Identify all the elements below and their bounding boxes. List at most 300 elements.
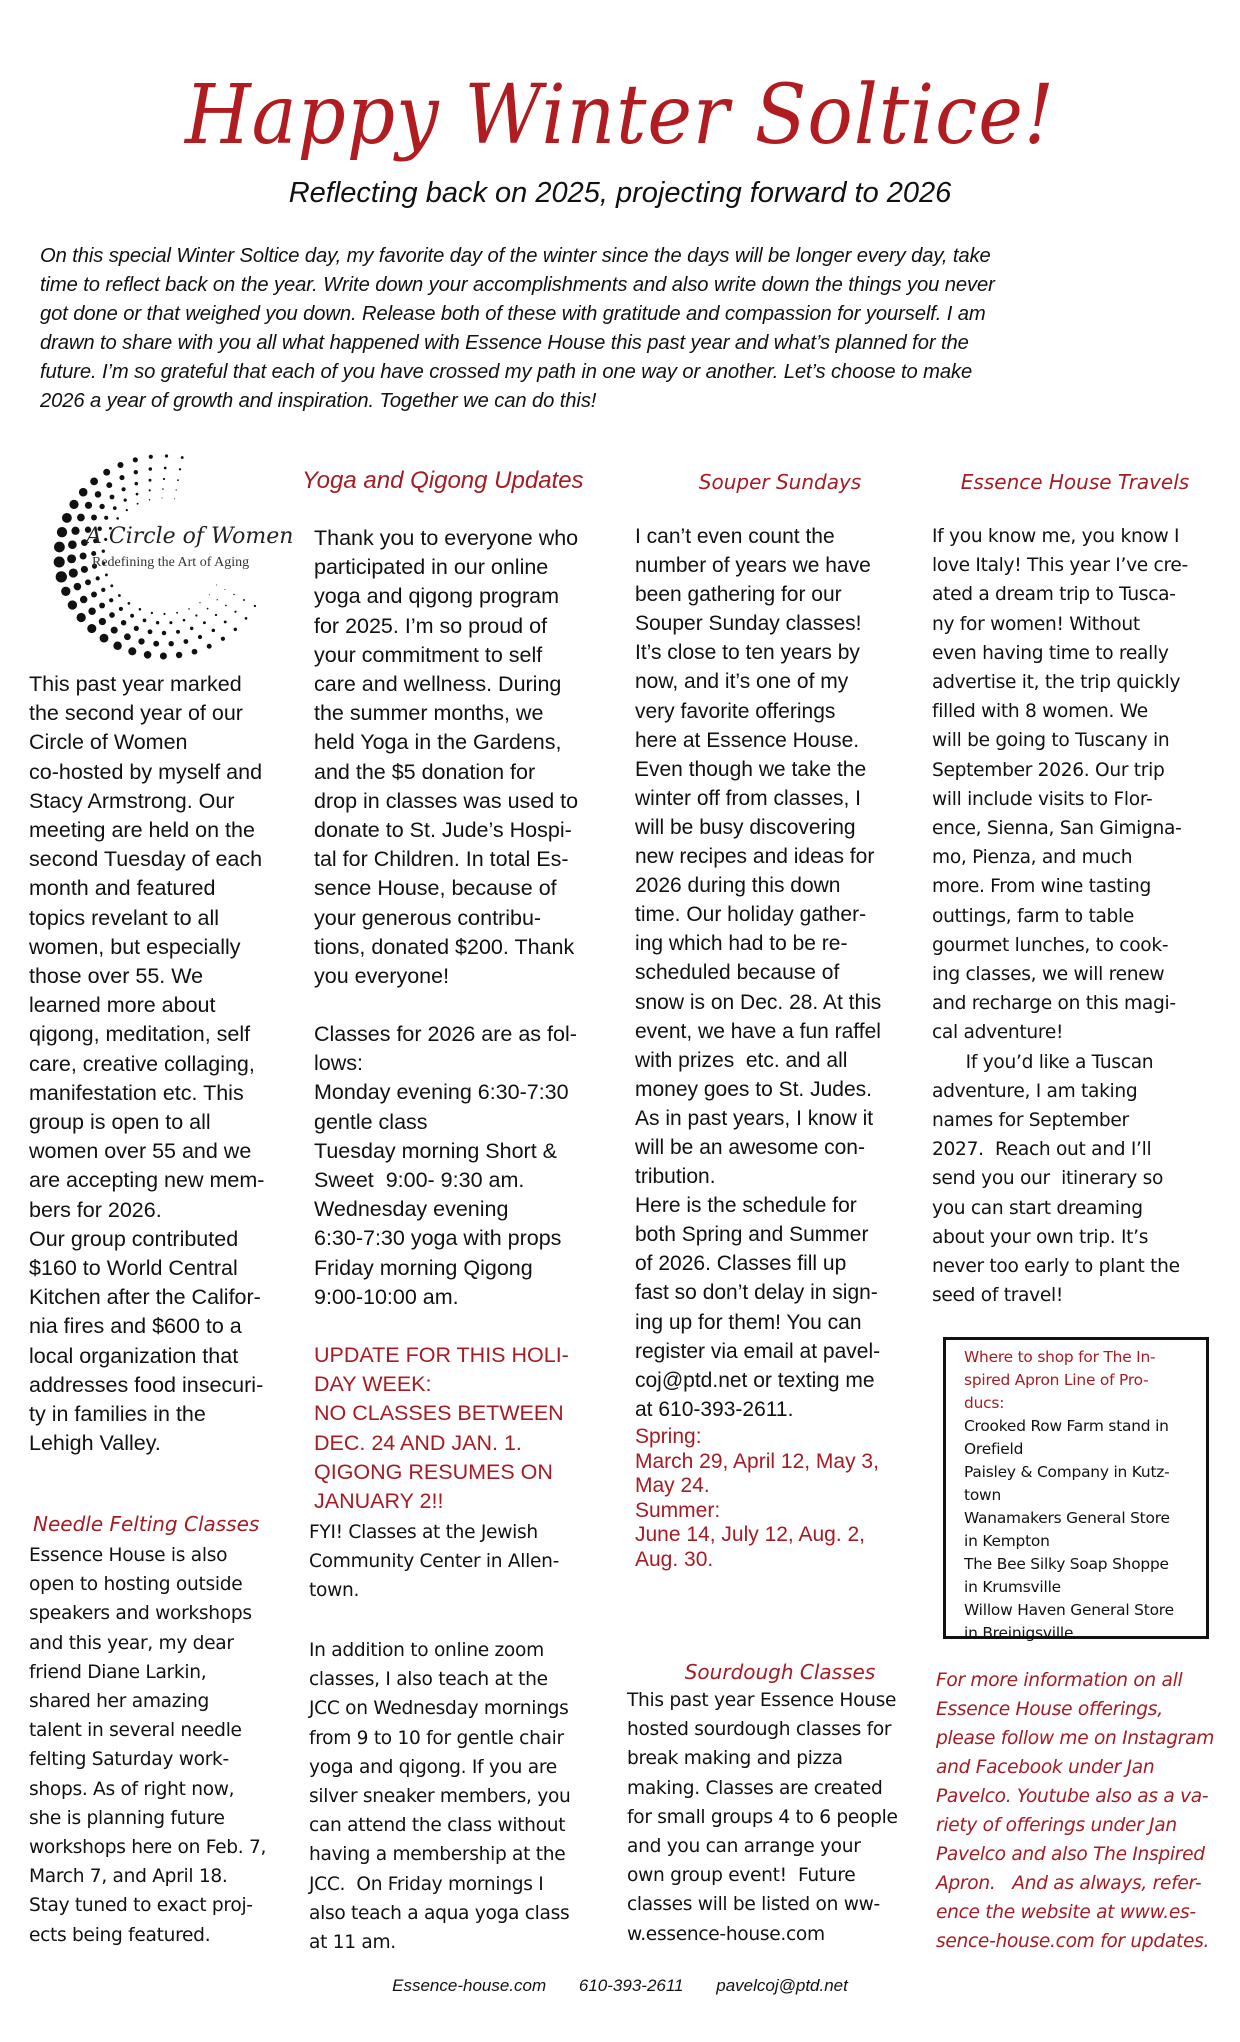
text-line: gourmet lunches, to cook- (932, 934, 1169, 956)
text-line: own group event! Future (627, 1865, 856, 1887)
logo-dot (110, 584, 113, 587)
logo-dot (163, 613, 165, 615)
logo-dot (99, 504, 104, 509)
text-line: winter off from classes, I (635, 786, 862, 810)
needle-felting-section (29, 1510, 313, 1950)
text-line: bers for 2026. (29, 1197, 162, 1222)
text-line: Our group contributed (29, 1226, 239, 1251)
text-line: classes will be listed on ww- (627, 1894, 880, 1916)
text-line: and this year, my dear (29, 1632, 234, 1654)
text-line: ence, Sienna, San Gimigna- (932, 818, 1182, 840)
footer-website-link[interactable]: Essence-house.com (392, 1976, 547, 1995)
text-line: register via email at pavel- (635, 1339, 881, 1363)
intro-paragraph (40, 242, 1210, 416)
text-line: group is open to all (29, 1110, 211, 1135)
travels-section (925, 468, 1225, 496)
logo-dot (153, 641, 159, 647)
text-line: qigong, meditation, self (29, 1022, 251, 1047)
logo-dot (162, 631, 166, 635)
text-line: can attend the class without (309, 1815, 566, 1837)
logo-dot (121, 620, 126, 625)
text-line: never too early to plant the (932, 1256, 1180, 1278)
yoga-schedule (314, 1020, 624, 1312)
text-line: If you know me, you know I (932, 526, 1180, 547)
logo-dot (203, 621, 206, 624)
text-line: in Breinigsville (964, 1624, 1074, 1642)
text-line: I can’t even count the (635, 525, 835, 548)
article-body (29, 1541, 313, 1950)
text-line: you can start dreaming (932, 1197, 1143, 1219)
text-line: tal for Children. In total Es- (314, 847, 569, 872)
logo-dot (169, 621, 172, 624)
logo-dot (80, 553, 87, 560)
logo-dot (69, 568, 78, 577)
logo-dot (243, 599, 245, 601)
logo-dot (148, 629, 153, 634)
text-line: lows: (314, 1051, 363, 1076)
logo-dot (195, 614, 197, 616)
text-line: will be going to Tuscany in (932, 730, 1170, 752)
text-line: event, we have a fun raffel (635, 1019, 881, 1043)
text-line: September 2026. Our trip (932, 759, 1165, 781)
yoga-section (302, 466, 622, 496)
logo-dot (215, 614, 217, 616)
logo-dot (177, 479, 179, 481)
text-line: the second year of our (29, 701, 243, 726)
text-line: This past year marked (29, 672, 242, 696)
text-line: for small groups 4 to 6 people (627, 1806, 898, 1828)
logo-dot (124, 633, 131, 640)
section-heading: Sourdough Classes (684, 1660, 876, 1684)
text-line: 2027. Reach out and I’ll (932, 1139, 1152, 1161)
logo-dot (57, 527, 67, 537)
text-line: NO CLASSES BETWEEN (314, 1401, 564, 1426)
text-line: Lehigh Valley. (29, 1431, 161, 1456)
text-line: scheduled because of (635, 961, 840, 985)
text-line: sence House, because of (314, 876, 557, 901)
section-heading: Essence House Travels (960, 470, 1190, 494)
text-line: Aug. 30. (635, 1547, 714, 1571)
text-line: adventure, I am taking (932, 1080, 1138, 1102)
logo-dot (68, 540, 77, 549)
text-line: Where to shop for The In- (964, 1348, 1156, 1366)
text-line: UPDATE FOR THIS HOLI- (314, 1343, 569, 1367)
logo-dot (91, 592, 97, 598)
text-line: filled with 8 women. We (932, 701, 1148, 723)
text-line: felting Saturday work- (29, 1749, 229, 1771)
text-line: If you’d like a Tuscan (932, 1051, 1154, 1073)
text-line: those over 55. We (29, 964, 204, 989)
text-line: DEC. 24 AND JAN. 1. (314, 1430, 522, 1455)
text-line: ects being featured. (29, 1924, 211, 1946)
sourdough-section (620, 1658, 930, 1686)
logo-dot (56, 571, 67, 582)
text-line: ence the website at www.es- (936, 1902, 1196, 1923)
logo-dot (102, 550, 105, 553)
where-to-shop-box (943, 1337, 1209, 1642)
logo-dot (135, 482, 139, 486)
logo-dot (62, 513, 72, 523)
logo-dot (234, 611, 236, 613)
logo-dot (199, 602, 200, 603)
intro-line: time to reflect back on the year. Write down your accomplishments and also write down the things you never (40, 274, 995, 296)
logo-dot (113, 641, 121, 649)
logo-dot (149, 455, 153, 459)
text-line: cal adventure! (932, 1022, 1064, 1044)
footer-phone: 610-393-2611 (578, 1976, 684, 1995)
text-line: talent in several needle (29, 1720, 242, 1742)
text-line: now, and it’s one of my (635, 670, 849, 694)
text-line: ducs: (964, 1394, 1005, 1412)
text-line: Pavelco and also The Inspired (936, 1844, 1205, 1865)
text-line: from 9 to 10 for gentle chair (309, 1727, 564, 1749)
logo-dot (207, 644, 212, 649)
text-line: Orefield (964, 1440, 1024, 1458)
logo-dot (149, 499, 151, 501)
souper-body (635, 522, 935, 1424)
text-line: snow is on Dec. 28. At this (635, 990, 882, 1014)
text-line: town. (309, 1580, 360, 1602)
logo-dot (95, 491, 102, 498)
souper-schedule (635, 1425, 935, 1572)
logo-dot (233, 594, 234, 595)
article-body (29, 670, 309, 1458)
text-line: month and featured (29, 876, 216, 901)
text-line: Pavelco. Youtube also as a va- (936, 1786, 1209, 1807)
text-line: here at Essence House. (635, 728, 860, 752)
text-line: QIGONG RESUMES ON (314, 1459, 553, 1484)
logo-dot (106, 482, 112, 488)
logo-dot (124, 498, 127, 501)
text-line: drop in classes was used to (314, 788, 579, 813)
text-line: more. From wine tasting (932, 876, 1151, 898)
text-line: shops. As of right now, (29, 1778, 235, 1800)
text-line: of 2026. Classes fill up (635, 1252, 847, 1276)
text-line: workshops here on Feb. 7, (29, 1837, 267, 1859)
text-line: Wednesday evening (314, 1197, 509, 1222)
logo-dot (190, 627, 193, 630)
text-line: ing which had to be re- (635, 932, 848, 956)
logo-dot (68, 600, 77, 609)
more-info-note (936, 1666, 1240, 1956)
text-line: send you our itinerary so (932, 1168, 1164, 1190)
logo-dot (234, 628, 237, 631)
text-line: Stacy Armstrong. Our (29, 788, 235, 813)
text-line: advertise it, the trip quickly (932, 672, 1181, 694)
circle-of-women-article (29, 670, 309, 1458)
logo-dot (88, 607, 95, 614)
section-heading: Needle Felting Classes (33, 1512, 260, 1536)
logo-dot (69, 500, 78, 509)
text-line: names for September (932, 1110, 1129, 1132)
logo-dot (126, 509, 128, 511)
logo-dot (209, 594, 210, 595)
yoga-intro (314, 524, 624, 991)
footer-contact (0, 1976, 1240, 1996)
logo-dot (181, 456, 184, 459)
text-line: Essence House is also (29, 1545, 228, 1566)
text-line: FYI! Classes at the Jewish (309, 1522, 538, 1543)
text-line: JANUARY 2!! (314, 1489, 444, 1514)
page-subtitle: Reflecting back on 2025, projecting forward to 2026 (288, 177, 952, 209)
text-line: May 24. (635, 1474, 710, 1497)
text-line: Even though we take the (635, 757, 867, 781)
text-line: 2026 during this down (635, 874, 841, 898)
text-line: and the $5 donation for (314, 759, 536, 784)
text-line: tribution. (635, 1165, 716, 1189)
intro-line: future. I’m so grateful that each of you have crossed my path in one way or another. Let’s choose to make (40, 361, 973, 383)
text-line: addresses food insecuri- (29, 1372, 264, 1397)
text-line: In addition to online zoom (309, 1640, 544, 1661)
text-line: mo, Pienza, and much (932, 847, 1133, 869)
text-line: your commitment to self (314, 642, 543, 667)
text-line: Kitchen after the Califor- (29, 1285, 261, 1310)
logo-dot (80, 596, 88, 604)
text-line: yoga and qigong program (314, 584, 560, 609)
text-line: riety of offerings under Jan (936, 1815, 1177, 1836)
logo-dot (67, 554, 76, 563)
logo-dot (99, 618, 106, 625)
sourdough-body (627, 1686, 937, 1949)
text-line: Spring: (635, 1425, 702, 1448)
logo-dot (143, 619, 147, 623)
logo-dot (225, 605, 227, 607)
logo-dot (130, 614, 134, 618)
logo-dot (104, 516, 108, 520)
text-line: also teach a aqua yoga class (309, 1902, 570, 1924)
logo-dot (77, 613, 86, 622)
logo-dot (224, 589, 225, 590)
text-line: will include visits to Flor- (932, 788, 1153, 810)
logo-dot (96, 576, 100, 580)
logo-dot (176, 489, 177, 490)
text-line: you everyone! (314, 964, 450, 989)
text-line: about your own trip. It’s (932, 1226, 1149, 1248)
text-line: sence-house.com for updates. (936, 1931, 1210, 1952)
logo-dot (109, 598, 113, 602)
intro-line: On this special Winter Soltice day, my favorite day of the winter since the days will be longer every day, take (40, 245, 991, 267)
logo-dot (188, 608, 190, 610)
logo-dot (54, 542, 65, 553)
logo-dot (245, 617, 248, 620)
text-line: Monday evening 6:30-7:30 (314, 1080, 569, 1105)
intro-line: got done or that weighed you down. Release both of these with gratitude and compassion for yourself. I am (40, 303, 986, 325)
text-line: Thank you to everyone who (314, 526, 579, 550)
logo-dot (174, 498, 175, 499)
text-line: Apron. And as always, refer- (936, 1873, 1202, 1894)
logo-dot (179, 468, 181, 470)
text-line: outtings, farm to table (932, 905, 1135, 927)
logo-dot (105, 573, 108, 576)
text-line: care, creative collaging, (29, 1051, 255, 1076)
logo-dot (217, 599, 218, 600)
text-line: coj@ptd.net or texting me (635, 1368, 875, 1392)
text-line: June 14, July 12, Aug. 2, (635, 1523, 865, 1546)
text-line: learned more about (29, 993, 216, 1018)
text-line: Paisley & Company in Kutz- (964, 1463, 1170, 1481)
text-line: in Krumsville (964, 1578, 1061, 1596)
logo-dot (100, 634, 109, 643)
logo-dot (162, 488, 164, 490)
logo-dot (136, 493, 139, 496)
jcc-classes (309, 1636, 629, 1957)
text-line: Essence House offerings, (936, 1699, 1163, 1720)
logo-dot (118, 594, 121, 597)
logo-dot (99, 603, 105, 609)
text-line: Stay tuned to exact proj- (29, 1895, 253, 1917)
text-line: new recipes and ideas for (635, 845, 875, 869)
text-line: This past year Essence House (627, 1690, 897, 1711)
text-line: the summer months, we (314, 701, 544, 726)
text-line: women, but especially (29, 934, 241, 959)
text-line: making. Classes are created (627, 1777, 883, 1799)
text-line: number of years we have (635, 554, 871, 578)
logo-subtitle: Redefining the Art of Aging (92, 555, 250, 570)
text-line: time. Our holiday gather- (635, 903, 867, 927)
text-line: manifestation etc. This (29, 1080, 244, 1105)
logo-dot (224, 620, 227, 623)
text-line: both Spring and Summer (635, 1223, 869, 1247)
text-line: JCC. On Friday mornings I (309, 1873, 544, 1895)
logo-dot (163, 478, 165, 480)
text-line: Circle of Women (29, 730, 188, 755)
logo-dot (137, 503, 139, 505)
text-line: As in past years, I know it (635, 1106, 874, 1130)
text-line: friend Diane Larkin, (29, 1661, 207, 1683)
text-line: Willow Haven General Store (964, 1601, 1174, 1619)
shop-list (964, 1415, 1206, 1645)
section-heading: Yoga and Qigong Updates (302, 467, 584, 494)
logo-dot (128, 602, 131, 605)
text-line: open to hosting outside (29, 1574, 243, 1596)
text-line: women over 55 and we (29, 1139, 252, 1164)
text-line: meeting are held on the (29, 818, 255, 843)
logo-dot (134, 626, 139, 631)
logo-dot (183, 619, 186, 622)
text-line: at 11 am. (309, 1932, 396, 1954)
logo-dot (133, 457, 138, 462)
intro-line: drawn to share with you all what happened with Essence House this past year and what’s planned for the (40, 332, 969, 354)
text-line: Community Center in Allen- (309, 1551, 560, 1573)
logo-dot (164, 467, 167, 470)
footer-email-link[interactable]: pavelcoj@ptd.net (716, 1976, 848, 1995)
text-line: speakers and workshops (29, 1603, 252, 1625)
text-line: March 7, and April 18. (29, 1866, 228, 1888)
logo-dot (109, 612, 115, 618)
logo-dot (61, 587, 70, 596)
text-line: love Italy! This year I’ve cre- (932, 555, 1188, 577)
text-line: will be an awesome con- (635, 1135, 865, 1159)
text-line: 6:30-7:30 yoga with props (314, 1226, 562, 1251)
logo-dot (85, 502, 92, 509)
text-line: yoga and qigong. If you are (309, 1756, 557, 1778)
text-line: Wanamakers General Store (964, 1509, 1170, 1527)
logo-dot (149, 479, 152, 482)
text-line: Crooked Row Farm stand in (964, 1417, 1169, 1435)
holiday-update-notice (314, 1341, 624, 1516)
text-line: 9:00-10:00 am. (314, 1284, 459, 1309)
text-line: care and wellness. During (314, 672, 562, 697)
text-line: It’s close to ten years by (635, 641, 860, 665)
logo-dot (134, 470, 138, 474)
text-line: participated in our online (314, 555, 549, 580)
text-line: at 610-393-2611. (635, 1397, 794, 1421)
logo-dot (144, 651, 152, 659)
text-line: having a membership at the (309, 1844, 566, 1866)
text-line: co-hosted by myself and (29, 759, 263, 784)
text-line: silver sneaker members, you (309, 1786, 571, 1808)
text-line: ty in families in the (29, 1402, 206, 1427)
intro-line: 2026 a year of growth and inspiration. Together we can do this! (40, 390, 597, 412)
logo-dot (254, 605, 256, 607)
text-line: Summer: (635, 1498, 721, 1522)
logo-dot (128, 647, 136, 655)
text-line: Souper Sunday classes! (635, 612, 862, 636)
logo-dot (212, 629, 216, 633)
text-line: The Bee Silky Soap Shoppe (964, 1555, 1169, 1573)
logo-dot (176, 612, 178, 614)
page-title: Happy Winter Soltice! (184, 68, 1056, 163)
logo-dot (87, 624, 96, 633)
logo-dot (151, 612, 153, 614)
logo-dot (198, 635, 202, 639)
logo-dot (149, 467, 153, 471)
text-line: ny for women! Without (932, 613, 1140, 635)
text-line: very favorite offerings (635, 699, 836, 723)
text-line: gentle class (314, 1109, 428, 1134)
text-line: and recharge on this magi- (932, 993, 1176, 1015)
text-line: $160 to World Central (29, 1256, 238, 1281)
logo-dot (77, 514, 85, 522)
logo-dot (71, 527, 79, 535)
souper-sundays-section (625, 468, 935, 496)
text-line: fast so don’t delay in sign- (635, 1281, 878, 1305)
logo-dot (110, 495, 115, 500)
text-line: your generous contribu- (314, 905, 542, 930)
text-line: second Tuesday of each (29, 847, 263, 872)
text-line: ing classes, we will renew (932, 964, 1165, 986)
logo-dot (91, 515, 97, 521)
text-line: JCC on Wednesday mornings (309, 1698, 569, 1720)
logo-dot (113, 506, 117, 510)
text-line: ated a dream trip to Tusca- (932, 584, 1176, 606)
text-line: hosted sourdough classes for (627, 1719, 892, 1741)
text-line: money goes to St. Judes. (635, 1077, 872, 1101)
logo-dot (90, 478, 98, 486)
logo-dot (117, 462, 123, 468)
text-line: will be busy discovering (635, 815, 856, 839)
text-line: Classes for 2026 are as fol- (314, 1022, 577, 1046)
text-line: Tuesday morning Short & (314, 1138, 557, 1163)
text-line: For more information on all (936, 1670, 1183, 1691)
logo-dot (54, 556, 65, 567)
travels-body (932, 522, 1237, 1310)
logo-dot (119, 607, 123, 611)
logo-dot (138, 638, 144, 644)
text-line: town (964, 1486, 1001, 1504)
logo-dot (207, 608, 209, 610)
logo-dot (74, 583, 82, 591)
logo-dot (119, 475, 124, 480)
text-line: Here is the schedule for (635, 1194, 857, 1218)
logo-dot (221, 637, 225, 641)
text-line: are accepting new mem- (29, 1168, 265, 1193)
text-line: nia fires and $600 to a (29, 1314, 242, 1339)
logo-dot (121, 487, 125, 491)
text-line: Sweet 9:00- 9:30 am. (314, 1168, 525, 1193)
text-line: she is planning future (29, 1807, 225, 1829)
text-line: tions, donated $200. Thank (314, 934, 575, 959)
